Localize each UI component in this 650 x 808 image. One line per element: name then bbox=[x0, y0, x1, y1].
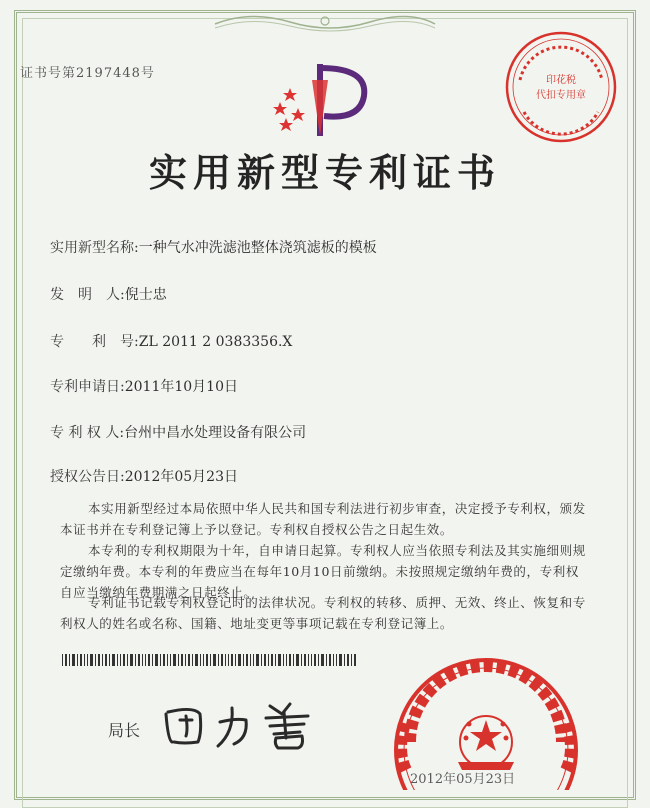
paragraph-term-and-fees: 本专利的专利权期限为十年，自申请日起算。专利权人应当依照专利法及其实施细则规定缴纳年费。本专利的年费应当在每年10月10日前缴纳。未按照规定缴纳年费的，专利权自应当缴纳年费期满之日起终止。 bbox=[60, 543, 586, 600]
field-inventor bbox=[50, 284, 167, 304]
field-value: 一种气水冲洗滤池整体浇筑滤板的模板 bbox=[138, 240, 377, 256]
issue-date-stamp: 2012年05月23日 bbox=[410, 772, 516, 787]
svg-text:代扣专用章: 代扣专用章 bbox=[536, 90, 586, 101]
certificate-number: 证书号第2197448号 bbox=[20, 66, 155, 81]
field-value: 台州中昌水处理设备有限公司 bbox=[124, 425, 307, 441]
field-value: 2012年05月23日 bbox=[124, 469, 238, 485]
field-label: 发 明 人: bbox=[50, 287, 125, 303]
field-grant-date bbox=[50, 466, 238, 486]
field-patentee bbox=[50, 422, 306, 442]
field-label: 专利申请日: bbox=[50, 379, 125, 395]
field-utility-model-name bbox=[50, 237, 377, 257]
field-value: 倪士忠 bbox=[124, 287, 167, 303]
field-application-date bbox=[50, 376, 238, 396]
field-label: 专 利 号: bbox=[50, 334, 139, 350]
certificate-title: 实用新型专利证书 bbox=[148, 151, 501, 195]
director-signature bbox=[158, 692, 338, 752]
barcode bbox=[62, 654, 357, 666]
field-label: 专 利 权 人: bbox=[50, 425, 125, 441]
field-value: 2011年10月10日 bbox=[124, 379, 238, 395]
field-label: 授权公告日: bbox=[50, 469, 125, 485]
paragraph-grant-statement: 本实用新型经过本局依照中华人民共和国专利法进行初步审查，决定授予专利权，颁发本证书并在专利登记簿上予以登记。专利权自授权公告之日起生效。 bbox=[60, 501, 586, 537]
patent-office-logo bbox=[268, 60, 378, 140]
paragraph-legal-status: 专利证书记载专利权登记时的法律状况。专利权的转移、质押、无效、终止、恢复和专利权人的姓名或名称、国籍、地址变更等事项记载在专利登记簿上。 bbox=[60, 595, 586, 631]
field-patent-number bbox=[50, 331, 292, 351]
svg-text:印花税: 印花税 bbox=[546, 75, 576, 86]
field-value: ZL 2011 2 0383356.X bbox=[138, 334, 293, 350]
agency-tax-stamp bbox=[502, 28, 620, 146]
field-label: 实用新型名称: bbox=[50, 240, 139, 256]
top-ornament bbox=[210, 10, 440, 34]
director-label: 局长 bbox=[108, 721, 141, 740]
